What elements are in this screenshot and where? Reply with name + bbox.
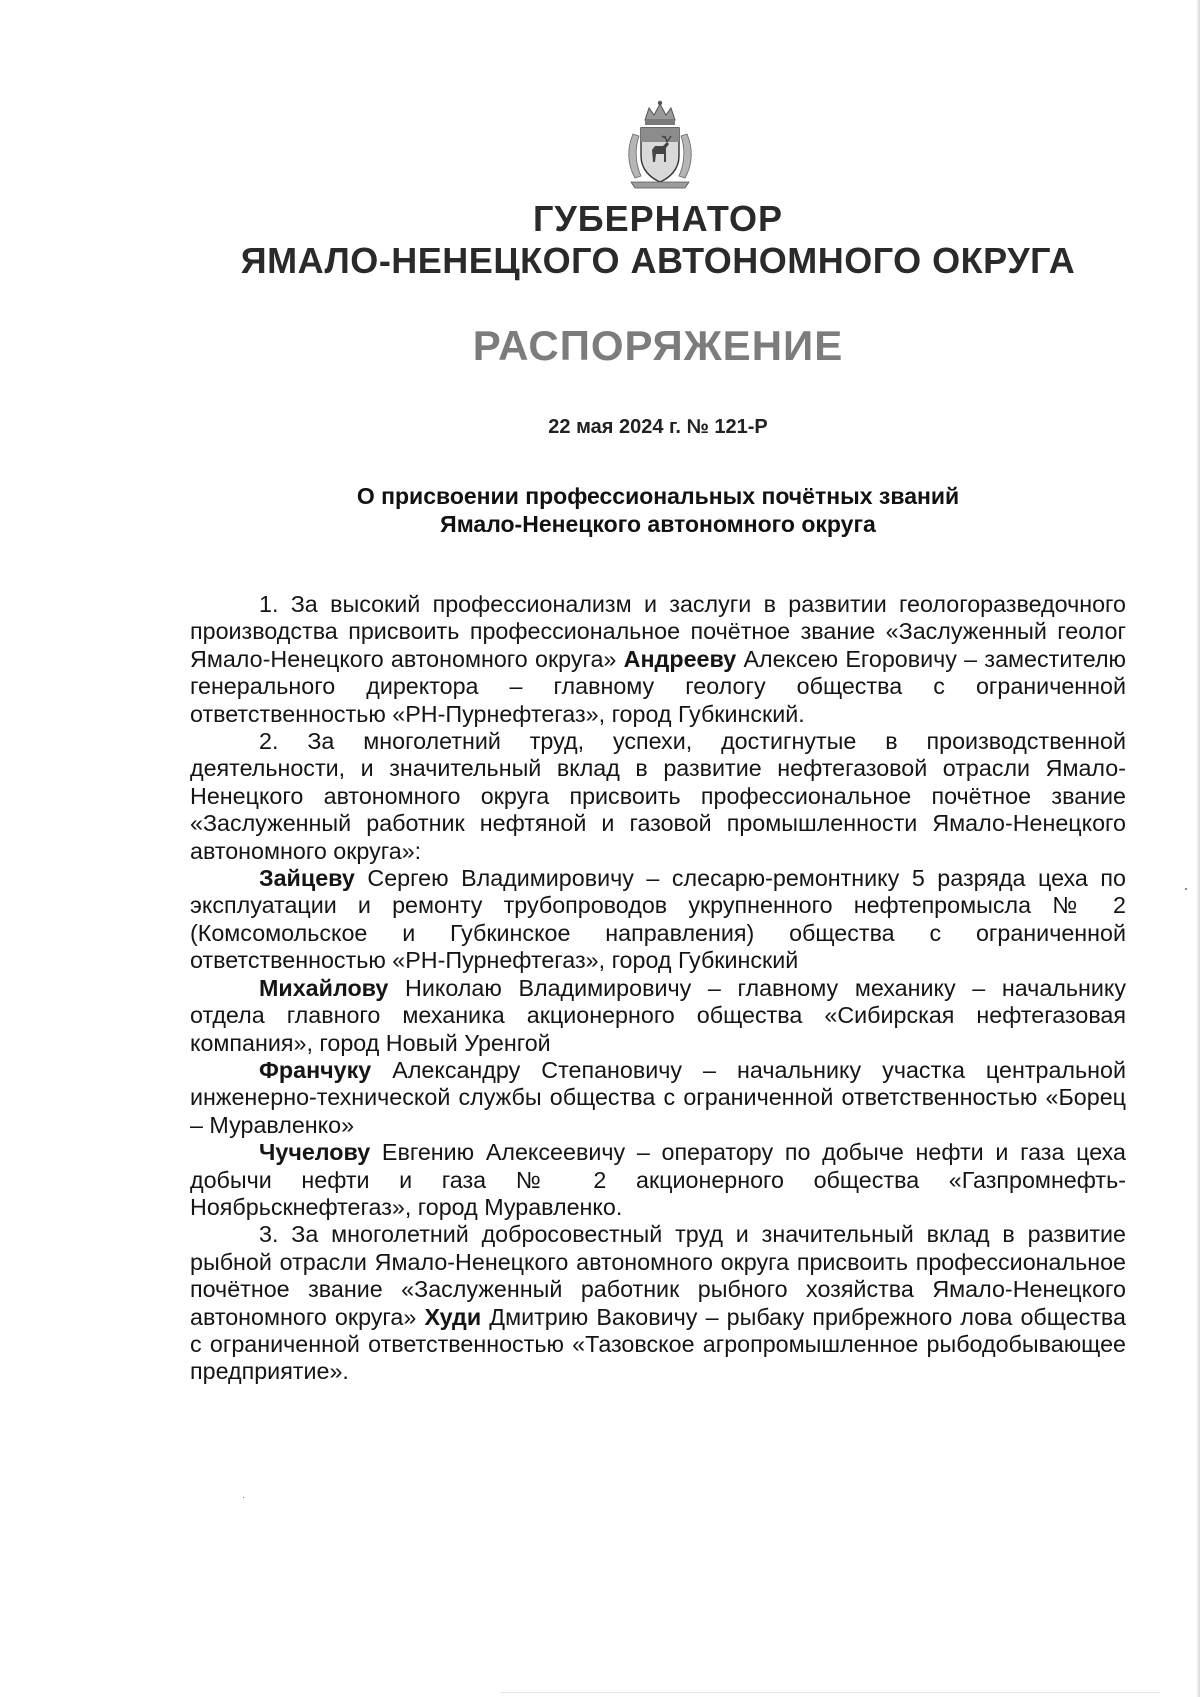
paragraph: Франчуку Александру Степановичу – начальнику участка центральной инженерно-технической службы общества с ограниченной ответственностью «Борец – Муравленко»	[190, 1056, 1126, 1138]
page-edge-shadow	[1196, 0, 1200, 1697]
document-body	[190, 591, 1126, 1386]
scan-speck	[1185, 888, 1187, 890]
paragraph: 2. За многолетний труд, успехи, достигнутые в производственной деятельности, и значительный вклад в развитие нефтегазовой отрасли Ямало-Ненецкого автономного округа присвоить профессиональное почётное звание «Заслуженный работник нефтяной и газовой промышленности Ямало-Ненецкого автономного округа»:	[190, 728, 1126, 864]
scan-edge-line	[500, 1692, 1160, 1693]
recipient-name: Худи	[424, 1303, 482, 1330]
paragraph: Чучелову Евгению Алексеевичу – оператору по добыче нефти и газа цеха добычи нефти и газа № 2 акционерного общества «Газпромнефть-Ноябрьскнефтегаз», город Муравленко.	[190, 1139, 1126, 1220]
recipient-name: Зайцеву	[259, 865, 355, 892]
recipient-name: Михайлову	[259, 974, 389, 1001]
yamal-coat-of-arms-icon	[619, 98, 701, 190]
paragraph: Зайцеву Сергею Владимировичу – слесарю-ремонтнику 5 разряда цеха по эксплуатации и ремонту трубопроводов укрупненного нефтепромысла № 2 (Комсомольское и Губкинское направления) общества с ограниченной ответственностью «РН-Пурнефтегаз», город Губкинский	[190, 865, 1126, 974]
paragraph: 1. За высокий профессионализм и заслуги в развитии геологоразведочного производства присвоить профессиональное почётное звание «Заслуженный геолог Ямало-Ненецкого автономного округа» Андрееву Алексею Егоровичу – заместителю генерального директора – главному геологу общества с ограниченной ответственностью «РН-Пурнефтегаз», город Губкинский.	[190, 591, 1127, 727]
governor-title: ГУБЕРНАТОР	[532, 198, 783, 239]
subject-line-1: О присвоении профессиональных почётных званий	[356, 483, 960, 509]
subject-line-2: Ямало-Ненецкого автономного округа	[440, 511, 876, 537]
paragraph: 3. За многолетний добросовестный труд и значительный вклад в развитие рыбной отрасли Ямало-Ненецкого автономного округа присвоить профессиональное почётное звание «Заслуженный работник рыбного хозяйства Ямало-Ненецкого автономного округа» Худи Дмитрию Ваковичу – рыбаку прибрежного лова общества с ограниченной ответственностью «Тазовское агропромышленное рыбодобывающее предприятие».	[190, 1221, 1126, 1385]
document-subject	[0, 482, 1200, 538]
recipient-name: Андрееву	[623, 645, 737, 672]
paragraph: Михайлову Николаю Владимировичу – главному механику – начальнику отдела главного механика акционерного общества «Сибирская нефтегазовая компания», город Новый Уренгой	[190, 974, 1126, 1056]
recipient-name: Франчуку	[259, 1056, 372, 1083]
document-date-number: 22 мая 2024 г. № 121-Р	[548, 416, 768, 438]
document-type: РАСПОРЯЖЕНИЕ	[472, 322, 844, 369]
recipient-name: Чучелову	[259, 1139, 371, 1166]
scan-speck	[243, 1497, 244, 1498]
region-title: ЯМАЛО-НЕНЕЦКОГО АВТОНОМНОГО ОКРУГА	[240, 240, 1076, 281]
